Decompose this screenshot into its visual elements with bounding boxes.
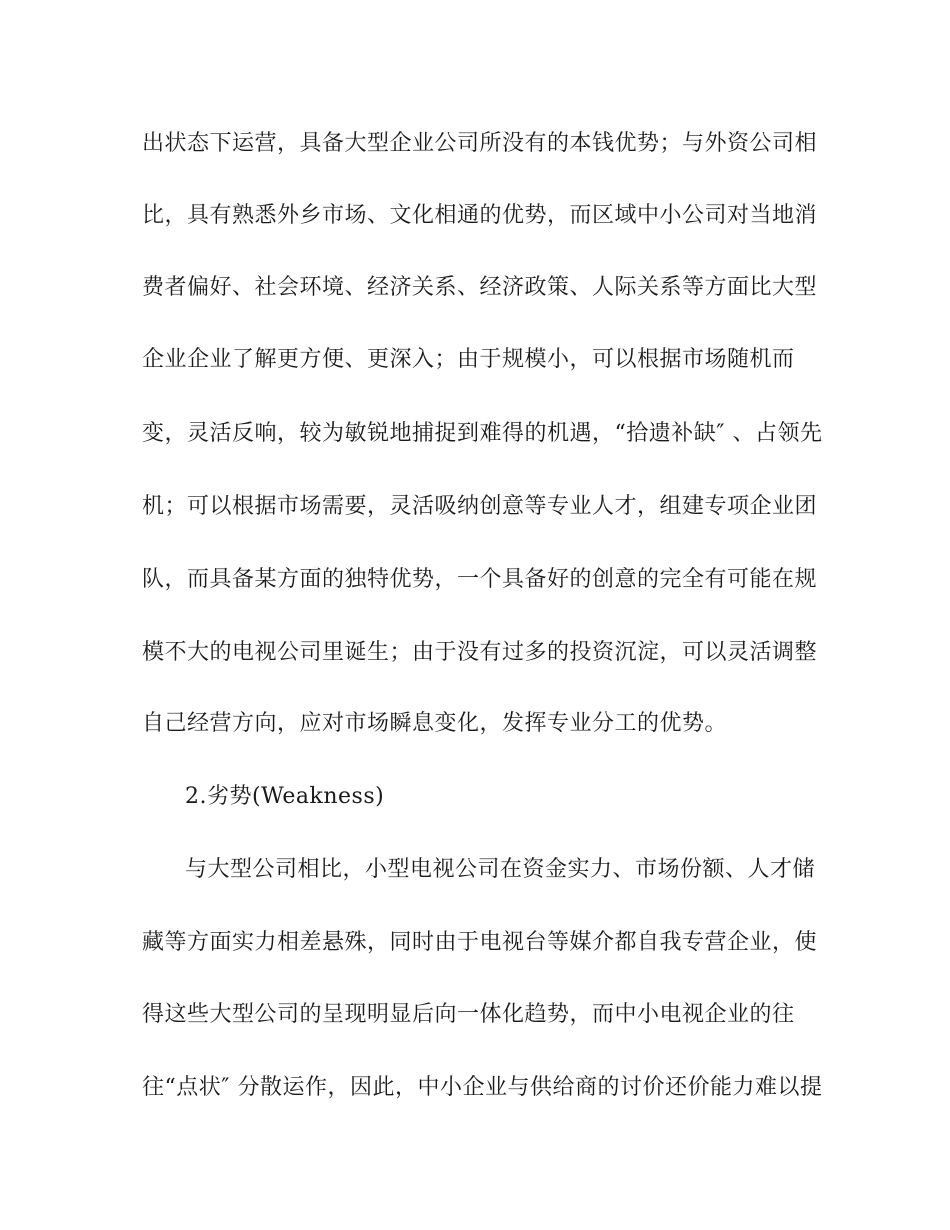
paragraph-line: 与大型公司相比，小型电视公司在资金实力、市场份额、人才储 (185, 857, 816, 882)
paragraph-line: 变，灵活反响，较为敏锐地捕捉到难得的机遇，“拾遗补缺″ 、占领先 (142, 421, 823, 446)
paragraph-line: 得这些大型公司的呈现明显后向一体化趋势，而中小电视企业的往 (142, 1002, 795, 1027)
paragraph-line: 企业企业了解更方便、更深入；由于规模小，可以根据市场随机而 (142, 347, 795, 372)
paragraph-line: 藏等方面实力相差悬殊，同时由于电视台等媒介都自我专营企业，使 (142, 930, 818, 955)
paragraph-line: 模不大的电视公司里诞生；由于没有过多的投资沉淀，可以灵活调整 (142, 640, 818, 665)
paragraph-line: 往“点状″ 分散运作，因此，中小企业与供给商的讨价还价能力难以提 (142, 1075, 823, 1100)
paragraph-line: 比，具有熟悉外乡市场、文化相通的优势，而区域中小公司对当地消 (142, 203, 818, 228)
paragraph-line: 出状态下运营，具备大型企业公司所没有的本钱优势；与外资公司相 (142, 131, 818, 156)
paragraph-line: 费者偏好、社会环境、经济关系、经济政策、人际关系等方面比大型 (142, 275, 818, 300)
paragraph-line: 队，而具备某方面的独特优势，一个具备好的创意的完全有可能在规 (142, 567, 818, 592)
paragraph-line: 机；可以根据市场需要，灵活吸纳创意等专业人才，组建专项企业团 (142, 494, 818, 519)
paragraph-line: 自己经营方向，应对市场瞬息变化，发挥专业分工的优势。 (142, 711, 728, 736)
section-heading: 2.劣势(Weakness) (185, 784, 385, 809)
